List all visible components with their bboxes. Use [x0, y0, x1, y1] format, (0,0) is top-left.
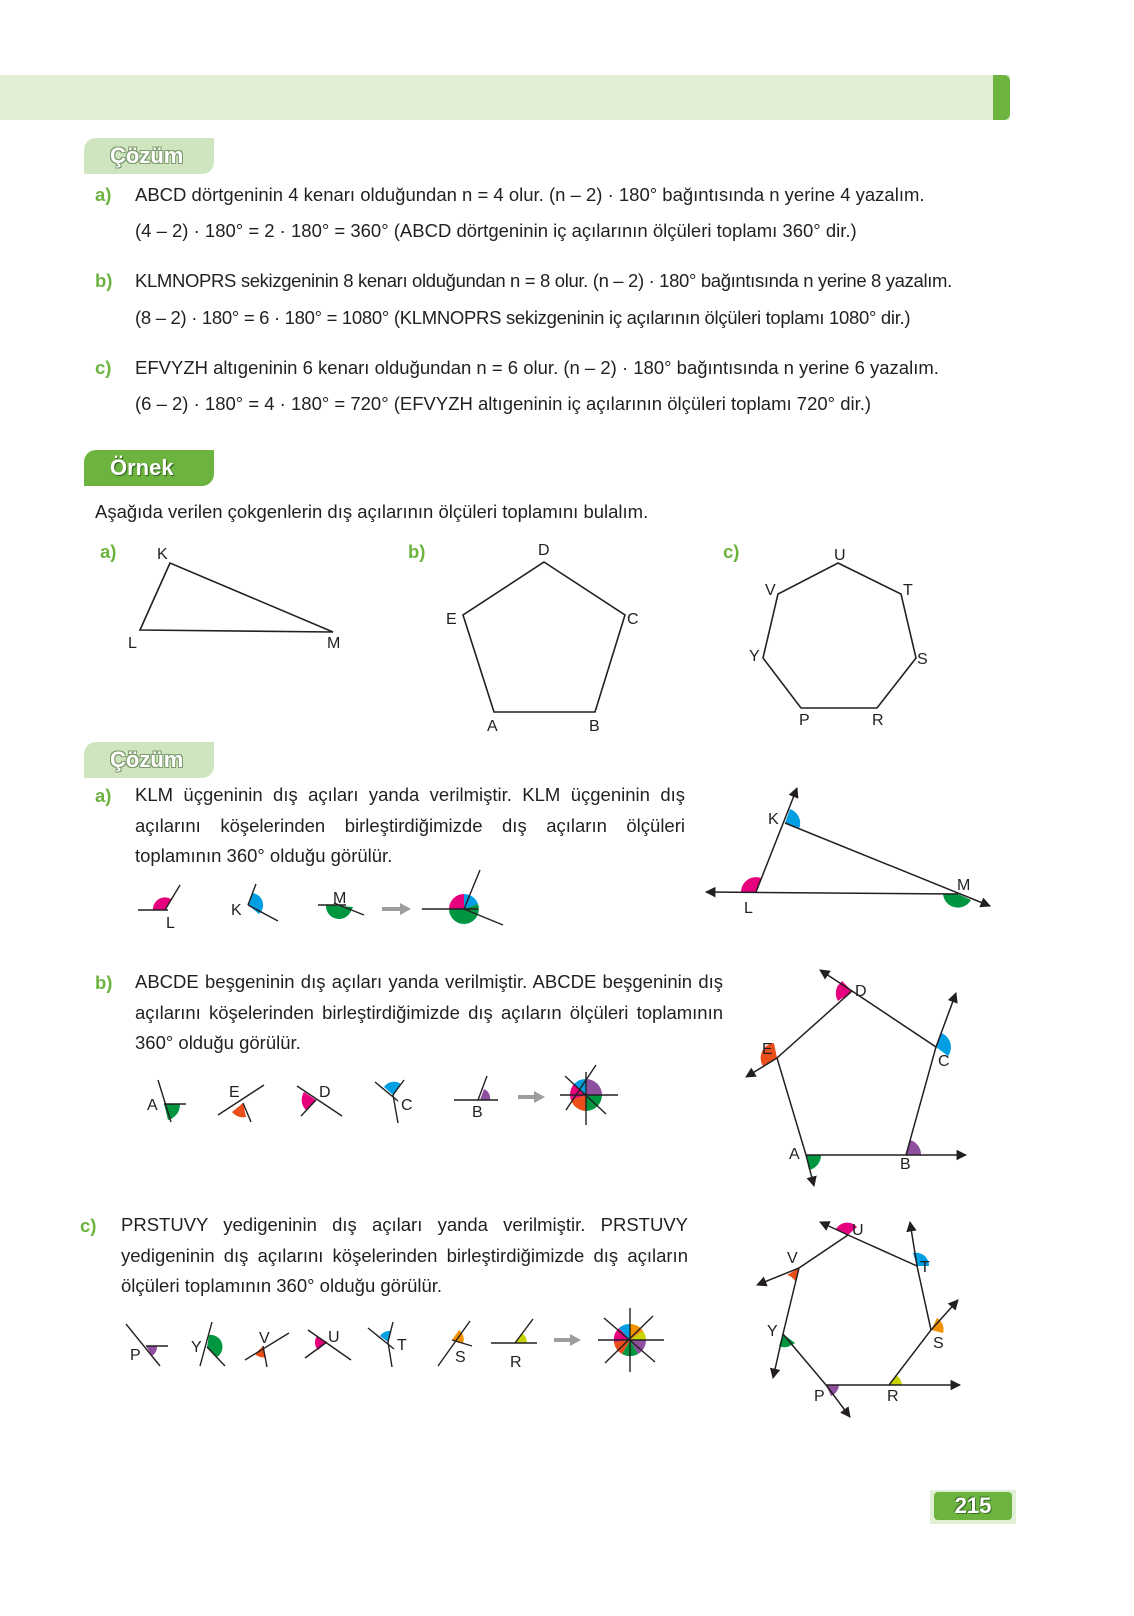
angle-label-c: C: [401, 1097, 413, 1114]
vertex-p: P: [799, 712, 810, 729]
combined-angles-b: [560, 1065, 618, 1125]
sol2-b-text: ABCDE beşgeninin dış açıları yanda verilmiştir. ABCDE beşgeninin dış açılarını köşelerinden birleştirdiğimizde dış açıların ölçüleri toplamının 360° olduğu görülür.: [135, 971, 723, 1053]
vertex-t: T: [903, 582, 913, 599]
vertex-c: C: [627, 611, 639, 628]
angle-label-k: K: [231, 902, 242, 919]
marker-2b: b): [95, 972, 113, 993]
fig-c-label-s: S: [933, 1335, 944, 1352]
angle-label-v: V: [259, 1330, 270, 1347]
angle-label-l: L: [166, 915, 175, 932]
sol1-c-line2: (6 – 2) · 180° = 4 · 180° = 720° (EFVYZH altıgeninin iç açılarının ölçüleri toplamı 720° dir.): [135, 393, 872, 414]
marker-1c: c): [95, 357, 112, 378]
angle-label-s: S: [455, 1349, 466, 1366]
example-prompt: Aşağıda verilen çokgenlerin dış açılarının ölçüleri toplamını bulalım.: [95, 501, 649, 522]
fig-a-label-k: K: [768, 811, 779, 828]
vertex-l: L: [128, 635, 137, 652]
sol2-a-triangle-figure: [706, 788, 990, 917]
sol1-b-line2: (8 – 2) · 180° = 6 · 180° = 1080° (KLMNOPRS sekizgeninin iç açılarının ölçüleri toplamı 1080° dir.): [135, 307, 911, 328]
example-figure-a: [100, 541, 340, 652]
angle-label-m: M: [333, 890, 347, 907]
label-cozum-1: Çözüm: [84, 138, 214, 174]
example-figure-c: [723, 541, 928, 729]
angle-label-a: A: [147, 1097, 158, 1114]
vertex-v: V: [765, 582, 776, 599]
label-cozum-2: Çözüm: [84, 742, 214, 778]
fig-c-label-t: T: [920, 1259, 930, 1276]
page-number: 215: [934, 1492, 1012, 1520]
sol1-b-line1: KLMNOPRS sekizgeninin 8 kenarı olduğundan n = 8 olur. (n – 2) · 180° bağıntısında n yerine 8 yazalım.: [135, 270, 952, 291]
fig-b-label-e: E: [762, 1041, 773, 1058]
heptagon-prstuvy: [763, 563, 916, 708]
example-fig-b-marker: b): [408, 541, 426, 562]
arrow-right-icon: [534, 1091, 545, 1103]
triangle-klm: [140, 563, 333, 632]
angle-piece-k: [248, 893, 263, 914]
fig-b-label-a: A: [789, 1146, 800, 1163]
angle-label-b: B: [472, 1104, 483, 1121]
fig-a-label-l: L: [744, 900, 753, 917]
page-number-box: [930, 1490, 1016, 1524]
angle-label-t: T: [397, 1337, 407, 1354]
sol1-c-line1: EFVYZH altıgeninin 6 kenarı olduğundan n = 6 olur. (n – 2) · 180° bağıntısında n yerine 6 yazalım.: [135, 357, 939, 378]
fig-b-label-c: C: [938, 1053, 950, 1070]
fig-c-label-u: U: [852, 1222, 864, 1239]
arrow-right-icon: [400, 903, 411, 915]
sol2-c-text: PRSTUVY yedigeninin dış açıları yanda verilmiştir. PRSTUVY yedigeninin dış açılarını köşelerinden birleştirdiğimizde dış açıların ölçüleri toplamının 360° olduğu görülür.: [121, 1214, 688, 1296]
marker-2a: a): [95, 785, 112, 806]
vertex-a: A: [487, 718, 498, 735]
marker-1b: b): [95, 270, 113, 291]
label-ornek: Örnek: [84, 450, 214, 486]
vertex-d: D: [538, 542, 550, 559]
pentagon-abcde: [463, 562, 625, 712]
angle-label-r: R: [510, 1354, 522, 1371]
angle-label-e: E: [229, 1084, 240, 1101]
angle-label-p: P: [130, 1347, 141, 1364]
vertex-s: S: [917, 651, 928, 668]
fig-a-label-m: M: [957, 877, 971, 894]
fig-c-label-v: V: [787, 1250, 798, 1267]
fig-c-label-p: P: [814, 1388, 825, 1405]
marker-1a: a): [95, 184, 112, 205]
fig-c-label-r: R: [887, 1388, 899, 1405]
sol2-b-pentagon-figure: [746, 970, 966, 1186]
example-fig-a-marker: a): [100, 541, 117, 562]
sol2-c-heptagon-figure: [757, 1222, 960, 1417]
vertex-m: M: [327, 635, 341, 652]
sol1-a-line2: (4 – 2) · 180° = 2 · 180° = 360° (ABCD dörtgeninin iç açılarının ölçüleri toplamı 360° dir.): [135, 220, 857, 241]
vertex-k: K: [157, 546, 168, 563]
arrow-right-icon: [570, 1334, 581, 1346]
marker-2c: c): [80, 1215, 97, 1236]
angle-label-d: D: [319, 1084, 331, 1101]
vertex-y: Y: [749, 648, 760, 665]
sol2-a-text: KLM üçgeninin dış açıları yanda verilmiştir. KLM üçgeninin dış açılarını köşelerinden birleştirdiğimizde dış açıların ölçüleri toplamının 360° olduğu görülür.: [135, 784, 685, 866]
sol2-a-angle-pieces: [138, 870, 503, 932]
sol2-c-angle-pieces: [126, 1308, 664, 1372]
fig-b-label-d: D: [855, 983, 867, 1000]
combined-angles-c: [598, 1308, 664, 1372]
angle-label-u: U: [328, 1329, 340, 1346]
fig-c-label-y: Y: [767, 1323, 778, 1340]
angle-label-y: Y: [191, 1339, 202, 1356]
vertex-u: U: [834, 547, 846, 564]
vertex-r: R: [872, 712, 884, 729]
vertex-e: E: [446, 611, 457, 628]
example-fig-c-marker: c): [723, 541, 740, 562]
vertex-b: B: [589, 718, 600, 735]
fig-b-label-b: B: [900, 1156, 911, 1173]
example-figure-b: [408, 541, 639, 735]
sol1-a-line1: ABCD dörtgeninin 4 kenarı olduğundan n = 4 olur. (n – 2) · 180° bağıntısında n yerine 4 yazalım.: [135, 184, 925, 205]
sol2-b-angle-pieces: [147, 1065, 618, 1125]
combined-angles-a: [422, 870, 503, 925]
